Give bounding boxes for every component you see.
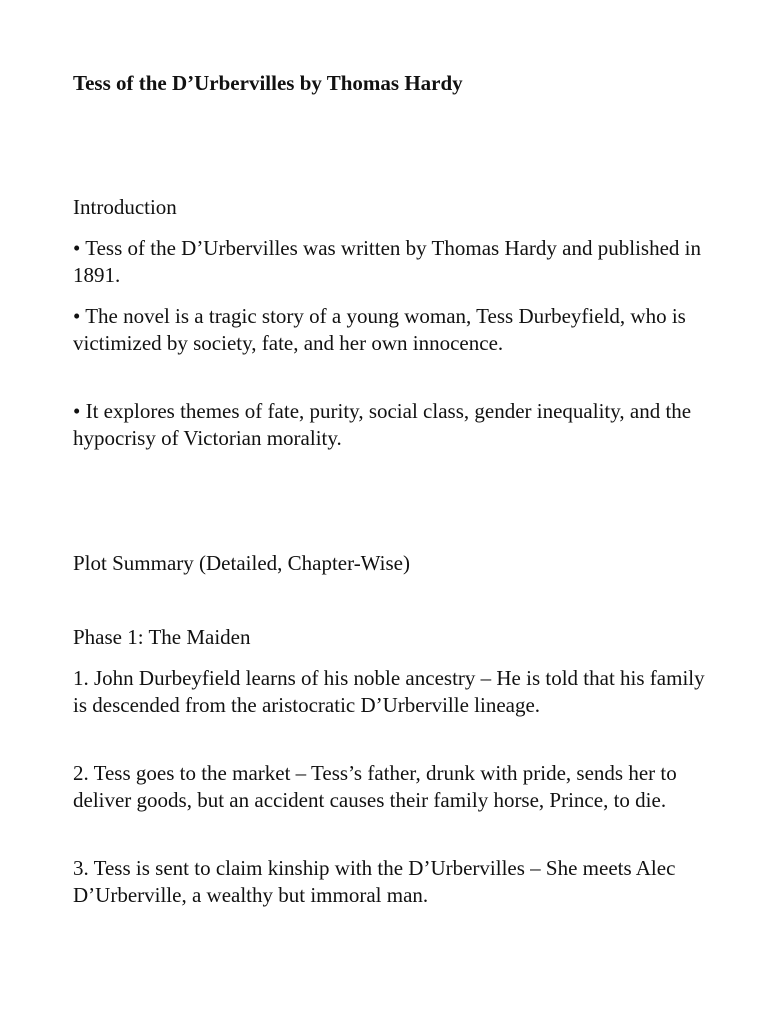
introduction-bullet: • It explores themes of fate, purity, social class, gender inequality, and the hypocrisy of Victorian morality. bbox=[73, 399, 692, 450]
plot-summary-heading: Plot Summary (Detailed, Chapter-Wise) bbox=[73, 551, 410, 575]
plot-item: 2. Tess goes to the market – Tess’s father, drunk with pride, sends her to deliver goods, but an accident causes their family horse, Prince, to die. bbox=[73, 761, 677, 812]
plot-item: 1. John Durbeyfield learns of his noble ancestry – He is told that his family is descended from the aristocratic D’Urberville lineage. bbox=[73, 666, 705, 717]
introduction-heading: Introduction bbox=[73, 195, 177, 219]
phase-heading: Phase 1: The Maiden bbox=[73, 625, 251, 649]
introduction-bullet: • The novel is a tragic story of a young woman, Tess Durbeyfield, who is victimized by society, fate, and her own innocence. bbox=[73, 304, 686, 355]
plot-item: 3. Tess is sent to claim kinship with the D’Urbervilles – She meets Alec D’Urberville, a wealthy but immoral man. bbox=[73, 856, 676, 907]
introduction-bullet: • Tess of the D’Urbervilles was written by Thomas Hardy and published in 1891. bbox=[73, 236, 701, 287]
document-title: Tess of the D’Urbervilles by Thomas Hardy bbox=[73, 71, 463, 95]
